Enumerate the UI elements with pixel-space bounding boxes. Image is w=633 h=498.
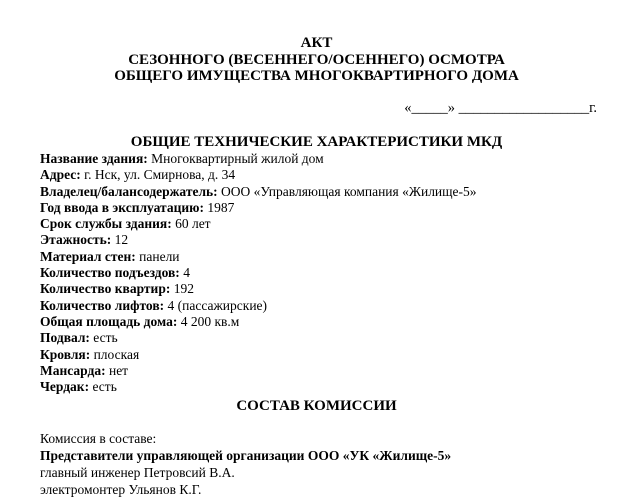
commission-member: электромонтер Ульянов К.Г. (40, 482, 202, 497)
field-attic (40, 379, 620, 395)
field-value: 4 (пассажирские) (164, 297, 268, 313)
field-building-name (40, 151, 620, 167)
field-wall-material (40, 249, 620, 265)
field-label: Срок службы здания: (40, 216, 172, 232)
field-value: 1987 (203, 199, 235, 215)
field-basement (40, 330, 620, 346)
field-value: Многоквартирный жилой дом (147, 151, 324, 166)
field-value: плоская (90, 346, 140, 362)
field-value: г. Нск, ул. Смирнова, д. 34 (80, 167, 236, 183)
field-value: есть (89, 330, 118, 346)
field-apartments (40, 281, 620, 297)
field-label: Количество подъездов: (40, 265, 180, 281)
date-placeholder: «_____» __________________г. (404, 100, 597, 116)
characteristics-heading: ОБЩИЕ ТЕХНИЧЕСКИЕ ХАРАКТЕРИСТИКИ МКД (130, 134, 503, 150)
field-floors (40, 232, 620, 248)
field-value: 12 (111, 232, 129, 248)
field-label: Кровля: (40, 346, 91, 362)
field-label: Количество квартир: (40, 281, 171, 297)
field-label: Мансарда: (40, 362, 106, 378)
commission-member: главный инженер Петровсий В.А. (40, 465, 235, 480)
field-value: ООО «Управляющая компания «Жилище-5» (217, 183, 477, 199)
field-label: Чердак: (40, 379, 90, 395)
field-label: Название здания: (40, 151, 148, 166)
commission-organization: Представители управляющей организации ООО «УК «Жилище-5» (40, 448, 452, 463)
commission-heading: СОСТАВ КОМИССИИ (236, 398, 397, 414)
field-label: Количество лифтов: (40, 297, 165, 313)
field-label: Адрес: (40, 167, 81, 183)
document-subtitle-inspection: СЕЗОННОГО (ВЕСЕННЕГО/ОСЕННЕГО) ОСМОТРА (128, 52, 505, 68)
commission-section (40, 430, 620, 498)
characteristics-list (40, 151, 620, 395)
field-elevators (40, 298, 620, 314)
document-title: АКТ (300, 35, 333, 51)
field-value: 192 (170, 281, 194, 297)
commission-intro: Комиссия в составе: (40, 431, 157, 446)
field-label: Владелец/балансодержатель: (40, 183, 218, 199)
field-label: Подвал: (40, 330, 90, 346)
field-label: Общая площадь дома: (40, 313, 178, 329)
field-label: Материал стен: (40, 248, 136, 264)
field-label: Этажность: (40, 232, 112, 248)
field-service-life (40, 216, 620, 232)
field-address (40, 167, 620, 183)
field-mansard (40, 363, 620, 379)
field-value: есть (89, 379, 117, 395)
field-total-area (40, 314, 620, 330)
field-value: 60 лет (171, 216, 211, 232)
field-commission-year (40, 200, 620, 216)
field-value: 4 (179, 265, 190, 281)
document-subtitle-property: ОБЩЕГО ИМУЩЕСТВА МНОГОКВАРТИРНОГО ДОМА (114, 68, 519, 84)
field-owner (40, 184, 620, 200)
field-entrances (40, 265, 620, 281)
field-value: нет (105, 362, 129, 378)
field-roof (40, 347, 620, 363)
field-value: 4 200 кв.м (177, 313, 240, 329)
field-label: Год ввода в эксплуатацию: (40, 199, 204, 215)
field-value: панели (135, 248, 180, 264)
